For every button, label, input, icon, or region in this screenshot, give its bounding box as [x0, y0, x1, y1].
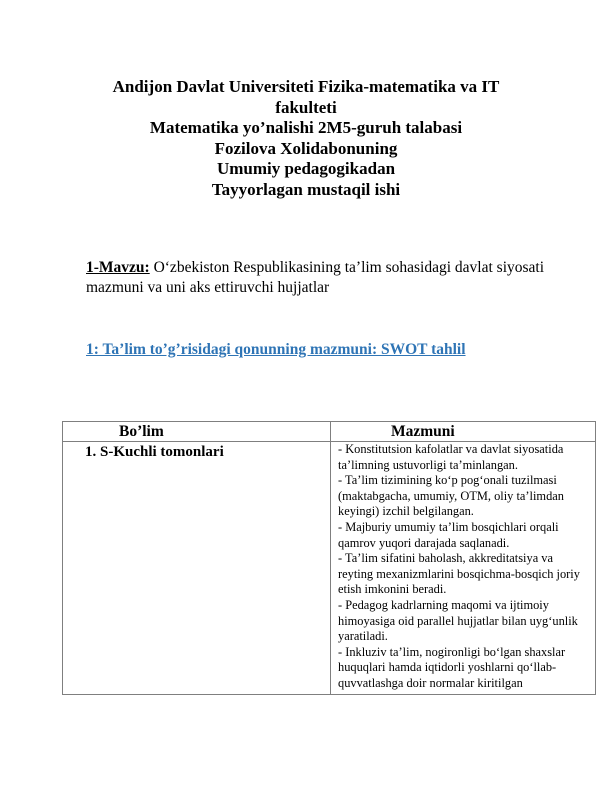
title-line-university: Andijon Davlat Universiteti Fizika-matematika va IT [112, 77, 500, 96]
swot-table [62, 421, 596, 695]
section-cell: 1. S-Kuchli tomonlari [63, 442, 331, 695]
document-title [60, 77, 552, 200]
content-item: - Ta’lim tizimining ko‘p pog‘onali tuzilmasi (maktabgacha, umumiy, OTM, oliy ta’limdan keyingi) izchil belgilangan. [338, 473, 564, 519]
content-cell [331, 442, 596, 695]
section-heading-link[interactable]: 1: Ta’lim to’g’risidagi qonunning mazmuni: SWOT tahlil [86, 341, 466, 358]
table-header-row [63, 422, 596, 442]
title-line-group: Matematika yo’nalishi 2M5-guruh talabasi [149, 118, 463, 137]
title-line-student: Fozilova Xolidabonuning [214, 138, 398, 158]
topic-text: O‘zbekiston Respublikasining ta’lim sohasidagi davlat siyosati mazmuni va uni aks ettiruvchi hujjatlar [86, 259, 545, 296]
title-line-work: Tayyorlagan mustaqil ishi [211, 179, 401, 199]
header-cell-section: Bo’lim [63, 422, 331, 442]
content-list [338, 442, 591, 692]
title-line-subject: Umumiy pedagogikadan [216, 159, 396, 178]
content-item: - Inkluziv ta’lim, nogironligi bo‘lgan shaxslar huquqlari hamda iqtidorli yoshlarni qo‘llab-quvvatlashga doir normalar kiritilgan [338, 644, 566, 690]
content-item: - Majburiy umumiy ta’lim bosqichlari orqali qamrov yuqori darajada saqlanadi. [338, 519, 559, 550]
topic-paragraph [86, 258, 566, 298]
content-item: - Pedagog kadrlarning maqomi va ijtimoiy himoyasiga oid parallel hujjatlar bilan uyg‘unlik yaratiladi. [338, 597, 578, 644]
content-item: - Ta’lim sifatini baholash, akkreditatsiya va reyting mexanizmlarini bosqichma-bosqich joriy etish imkonini beradi. [338, 551, 580, 597]
content-item: - Konstitutsion kafolatlar va davlat siyosatida ta’limning ustuvorligi ta’minlangan. [338, 442, 564, 472]
title-line-faculty: fakulteti [275, 97, 337, 117]
table-row [63, 442, 596, 695]
topic-label: 1-Mavzu: [86, 259, 150, 276]
header-cell-content: Mazmuni [331, 422, 596, 442]
